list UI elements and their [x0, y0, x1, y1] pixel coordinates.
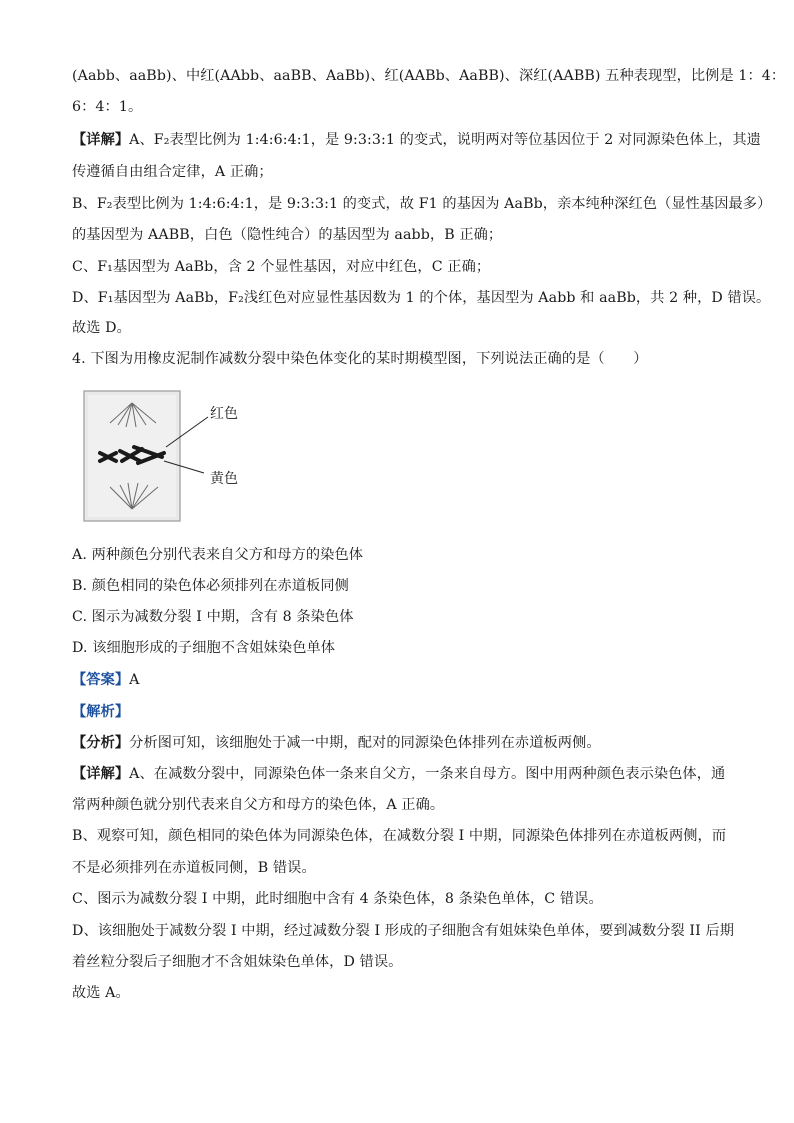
detail-line: 着丝粒分裂后子细胞才不含姐妹染色单体，D 错误。 [72, 954, 403, 970]
text-line: 的基因型为 AABB，白色（隐性纯合）的基因型为 aabb，B 正确； [72, 227, 503, 243]
answer-line [72, 670, 140, 690]
detail-line: C、图示为减数分裂 I 中期，此时细胞中含有 4 条染色体，8 条染色单体，C 错误。 [72, 891, 603, 907]
option-a: A. 两种颜色分别代表来自父方和母方的染色体 [72, 547, 364, 563]
text-line-content: A、F₂表型比例为 1:4:6:4:1，是 9:3:3:1 的变式，说明两对等位基因位于 2 对同源染色体上，其遗 [129, 132, 761, 148]
meiosis-model-figure [80, 383, 280, 528]
text-line: C、F₁基因型为 AaBb，含 2 个显性基因，对应中红色，C 正确； [72, 259, 491, 275]
text-line: (Aabb、aaBb)、中红(AAbb、aaBB、AaBb)、红(AABb、AaBB)、深红(AABB) 五种表现型，比例是 1：4： [72, 68, 786, 84]
option-d: D. 该细胞形成的子细胞不含姐妹染色单体 [72, 640, 336, 656]
detail-line: B、观察可知，颜色相同的染色体为同源染色体，在减数分裂 I 中期，同源染色体排列在赤道板两侧，而 [72, 828, 727, 844]
detail-tag: 【详解】 [72, 132, 130, 148]
detail-line: 不是必须排列在赤道板同侧，B 错误。 [72, 860, 316, 876]
analysis-heading [72, 702, 129, 722]
label-yellow: 黄色 [210, 471, 238, 487]
detail-line: 常两种颜色就分别代表来自父方和母方的染色体，A 正确。 [72, 797, 445, 813]
detail-line [72, 764, 725, 784]
text-line: 6：4：1。 [72, 99, 143, 115]
detail-line: D、该细胞处于减数分裂 I 中期，经过减数分裂 I 形成的子细胞含有姐妹染色单体，要到减数分裂 II 后期 [72, 923, 735, 939]
label-red: 红色 [210, 406, 238, 422]
option-c: C. 图示为减数分裂 I 中期，含有 8 条染色体 [72, 609, 354, 625]
fenxi-line [72, 733, 601, 753]
answer-value: A [129, 672, 140, 688]
text-line: 传遵循自由组合定律，A 正确； [72, 164, 273, 180]
answer-tag: 【答案】 [72, 672, 130, 688]
fenxi-text: 分析图可知，该细胞处于减一中期，配对的同源染色体排列在赤道板两侧。 [129, 735, 601, 751]
option-b: B. 颜色相同的染色体必须排列在赤道板同侧 [72, 578, 349, 594]
text-line [72, 130, 761, 150]
text-line: 故选 D。 [72, 320, 131, 336]
question-stem: 4. 下图为用橡皮泥制作减数分裂中染色体变化的某时期模型图，下列说法正确的是（ ） [72, 351, 648, 367]
analysis-tag: 【解析】 [72, 704, 130, 720]
fenxi-tag: 【分析】 [72, 735, 130, 751]
text-line: D、F₁基因型为 AaBb，F₂浅红色对应显性基因数为 1 的个体，基因型为 Aabb 和 aaBb，共 2 种，D 错误。 [72, 290, 771, 306]
detail-text: A、在减数分裂中，同源染色体一条来自父方，一条来自母方。图中用两种颜色表示染色体，通 [129, 766, 726, 782]
conclusion-line: 故选 A。 [72, 985, 130, 1001]
chromosome-model-image [80, 383, 280, 528]
text-line: B、F₂表型比例为 1:4:6:4:1，是 9:3:3:1 的变式，故 F1 的基因为 AaBb，亲本纯种深红色（显性基因最多） [72, 196, 772, 212]
detail-tag: 【详解】 [72, 766, 130, 782]
